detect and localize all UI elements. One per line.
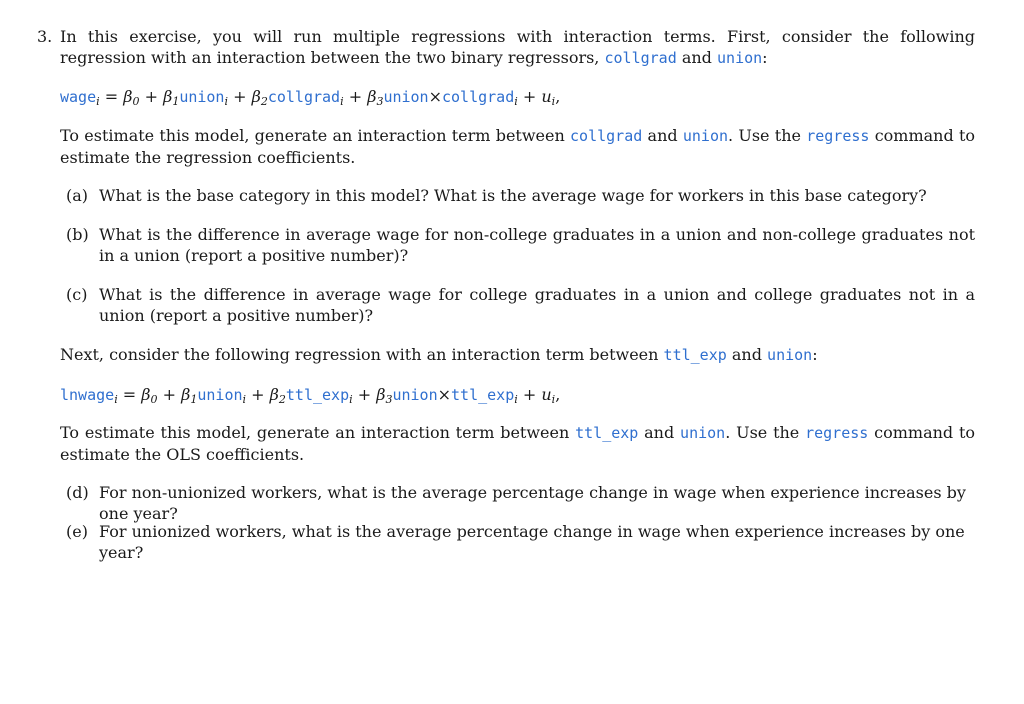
part-c: (c) What is the difference in average wage for college graduates in a union and college graduates not in a union (report a positive number)? xyxy=(66,285,975,325)
part-e: (e) For unionized workers, what is the average percentage change in wage when experience increases by one year? xyxy=(66,522,965,562)
var-collgrad: collgrad xyxy=(604,49,677,67)
var-union: union xyxy=(717,49,763,67)
equation-2: lnwage$_i$ = $\beta_0$ + $\beta_1union_i$ + $\beta_2ttl\_\exp_i$ + $\beta_3union\times ttl\_\exp_i + u_i$, xyxy=(60,385,561,406)
part-d: (d) For non-unionized workers, what is the average percentage change in wage when experience increases by one year? xyxy=(66,483,966,523)
next-paragraph: Next, consider the following regression with an interaction term between ttl_exp and union: xyxy=(60,345,818,364)
regress-command-2: regress xyxy=(805,424,869,442)
estimate-paragraph-1: To estimate this model, generate an interaction term between collgrad and union. Use the regress command to estimate the regression coefficients. xyxy=(60,126,976,167)
regress-command: regress xyxy=(806,127,870,145)
intro-paragraph: In this exercise, you will run multiple regressions with interaction terms. First, consider the following regression with an interaction between the two binary regressors, collgrad and union: xyxy=(60,27,975,67)
part-b: (b) What is the difference in average wage for non-college graduates in a union and non-college graduates not in a union (report a positive number)? xyxy=(66,225,975,265)
part-a: (a) What is the base category in this model? What is the average wage for workers in this base category? xyxy=(66,186,927,205)
estimate-paragraph-2: To estimate this model, generate an interaction term between ttl_exp and union. Use the regress command to estimate the OLS coefficients. xyxy=(60,423,976,464)
question-number: 3. xyxy=(37,27,53,46)
equation-1: wage$_i$ = $\beta_0$ + $\beta_1union_i$ + $\beta_2collgrad_i$ + $\beta_3union\times collgrad_i + u_i$, xyxy=(60,87,561,108)
